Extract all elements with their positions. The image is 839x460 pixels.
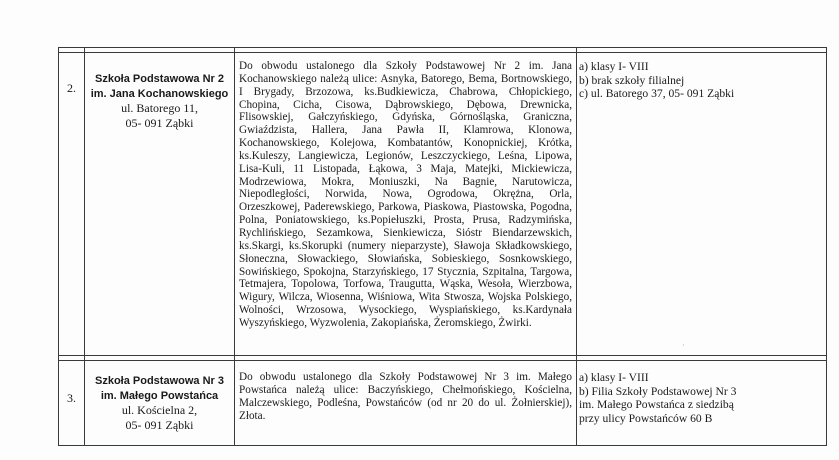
row-number: 2. <box>67 81 76 95</box>
streets-text: Do obwodu ustalonego dla Szkoły Podstawowej Nr 2 im. Jana Kochanowskiego należą ulice: Asnyka, Batorego, Bema, Bortnowskiego, I Brygady, Brzozowa, ks.Budkiewicza, Chabrowa, Chłopickiego, Chopina, Cicha, Cisowa, Dąbrowskiego, Dębowa, Drewnicka, Flisowskiej, Gałczyńskiego, Gdyńska, Górnośląska, Graniczna, Gwiaździsta, Hallera, Jana Pawła II, Klamrowa, Klonowa, Kochanowskiego, Kolejowa, Kombatantów, Konopnickiej, Krótka, ks.Kuleszy, Langiewicza, Legionów, Leszczyckiego, Leśna, Lipowa, Lisa-Kuli, 11 Listopada, Łąkowa, 3 Maja, Matejki, Mickiewicza, Modrzewiowa, Mokra, Moniuszki, Na Bagnie, Narutowicza, Niepodległości, Norwida, Nowa, Ogrodowa, Okrężna, Orla, Orzeszkowej, Paderewskiego, Parkowa, Piaskowa, Piastowska, Pogodna, Polna, Poniatowskiego, ks.Popiełuszki, Prosta, Prusa, Radzymińska, Rychlińskiego, Sezamkowa, Sienkiewicza, Sióstr Biendarzewskich, ks.Skargi, ks.Skorupki (numery nieparzyste), Sławoja Składkowskiego, Słoneczna, Słowackiego, Słowiańska, Sobieskiego, Sosnkowskiego, Sowińskiego, Spokojna, Starzyńskiego, 17 Stycznia, Szpitalna, Targowa, Tetmajera, Topolowa, Torfowa, Traugutta, Wąska, Wesoła, Wierzbowa, Wigury, Wilcza, Wiosenna, Wiśniowa, Wita Stwosza, Wojska Polskiego, Wolności, Wrzosowa, Wysockiego, Wyspiańskiego, ks.Kardynała Wyszyńskiego, Wyzwolenia, Zakopiańska, Żeromskiego, Żwirki. <box>239 60 572 329</box>
table-row <box>59 53 827 356</box>
school-address-street: ul. Kościelna 2, <box>121 403 198 417</box>
streets-cell <box>235 361 577 446</box>
info-line: a) klasy I- VIII <box>579 60 649 73</box>
info-cell <box>577 53 827 356</box>
row-number-cell <box>59 53 85 356</box>
school-address-postal: 05- 091 Ząbki <box>125 115 194 130</box>
info-line: przy ulicy Powstańców 60 B <box>579 411 713 425</box>
school-name: Szkoła Podstawowa Nr 2 <box>95 73 224 85</box>
school-patron: im. Jana Kochanowskiego <box>90 87 229 100</box>
info-line: a) klasy I- VIII <box>579 371 649 384</box>
school-patron: im. Małego Powstańca <box>100 389 219 402</box>
table-row <box>59 361 827 446</box>
streets-text: Do obwodu ustalonego dla Szkoły Podstawowej Nr 3 im. Małego Powstańca należą ulice: Baczyńskiego, Chełmońskiego, Kościelna, Malczewskiego, Podleśna, Powstańców (od nr 20 do ul. Żołnierskiej), Złota. <box>239 371 572 422</box>
school-district-table <box>58 47 827 446</box>
info-line: c) ul. Batorego 37, 05- 091 Ząbki <box>579 87 735 100</box>
info-line: im. Małego Powstańca z siedzibą <box>579 398 734 411</box>
school-name: Szkoła Podstawowa Nr 3 <box>95 375 224 387</box>
school-address-postal: 05- 091 Ząbki <box>125 417 194 432</box>
info-cell <box>577 361 827 446</box>
school-name-cell <box>85 361 235 446</box>
info-line: b) Filia Szkoły Podstawowej Nr 3 <box>579 384 737 398</box>
streets-cell <box>235 53 577 356</box>
info-line: b) brak szkoły filialnej <box>579 73 685 87</box>
scan-speck: · <box>682 341 685 350</box>
row-number: 3. <box>67 391 76 405</box>
school-address-street: ul. Batorego 11, <box>121 101 198 115</box>
row-number-cell <box>59 361 85 446</box>
school-name-cell <box>85 53 235 356</box>
